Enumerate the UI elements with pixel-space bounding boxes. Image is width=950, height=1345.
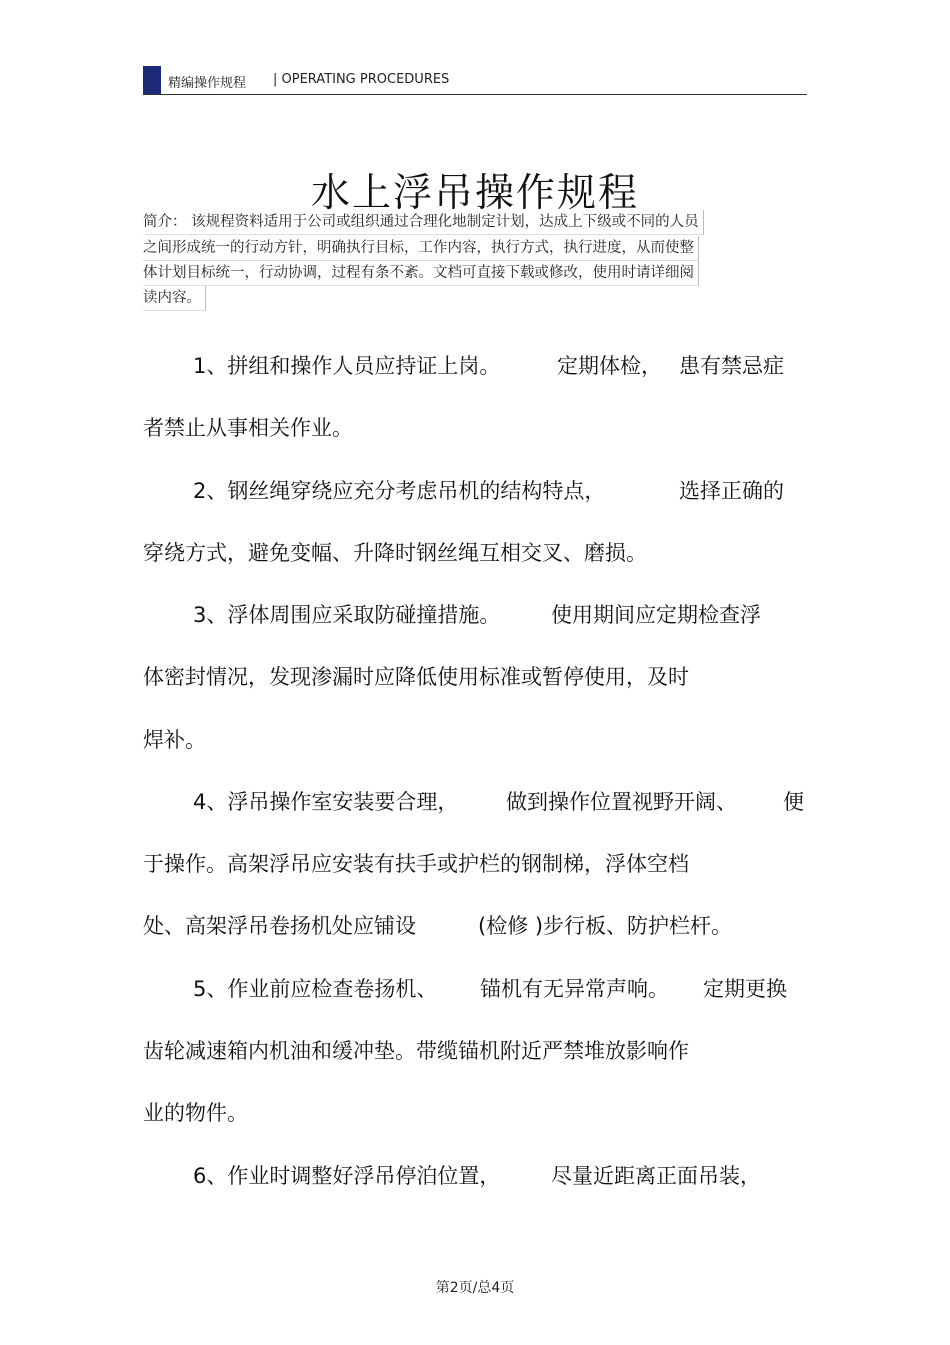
text-segment: 定期更换 — [703, 977, 787, 1001]
text-segment: 便 — [783, 790, 804, 814]
text-segment: 1、拼组和操作人员应持证上岗。 — [193, 354, 501, 378]
text-segment: 者禁止从事相关作业。 — [143, 416, 353, 440]
text-segment: 于操作。高架浮吊应安装有扶手或护栏的钢制梯，浮体空档 — [143, 852, 689, 876]
text-segment: 尽量近距离正面吊装， — [551, 1164, 761, 1188]
text-segment: 锚机有无异常声响。 — [480, 977, 669, 1001]
summary-line: 读内容。 — [143, 286, 206, 311]
summary-line: 简介： 该规程资料适用于公司或组织通过合理化地制定计划，达成上下级或不同的人员 — [143, 210, 704, 235]
text-segment: 5、作业前应检查卷扬机、 — [193, 977, 438, 1001]
text-segment: 选择正确的 — [679, 479, 784, 503]
summary-line: 之间形成统一的行动方针，明确执行目标，工作内容，执行方式，执行进度，从而使整 — [143, 236, 699, 261]
text-segment: 业的物件。 — [143, 1101, 248, 1125]
text-segment: 齿轮减速箱内机油和缓冲垫。带缆锚机附近严禁堆放影响作 — [143, 1039, 689, 1063]
text-segment: 做到操作位置视野开阔、 — [506, 790, 737, 814]
document-title: 水上浮吊操作规程 — [310, 171, 639, 217]
text-segment: 患有禁忌症 — [679, 354, 784, 378]
header-title-en: | OPERATING PROCEDURES — [273, 72, 450, 87]
text-segment: 2、钢丝绳穿绕应充分考虑吊机的结构特点， — [193, 479, 606, 503]
page-number: 第2页/总4页 — [435, 1280, 515, 1296]
text-segment: 4、浮吊操作室安装要合理， — [193, 790, 459, 814]
text-segment: 3、浮体周围应采取防碰撞措施。 — [193, 603, 501, 627]
document-logo-icon — [143, 66, 161, 94]
text-segment: 穿绕方式，避免变幅、升降时钢丝绳互相交叉、磨损。 — [143, 541, 647, 565]
text-segment: 定期体检， — [557, 354, 662, 378]
text-segment: 体密封情况，发现渗漏时应降低使用标准或暂停使用，及时 — [143, 665, 689, 689]
text-segment: 6、作业时调整好浮吊停泊位置， — [193, 1164, 501, 1188]
text-segment: 焊补。 — [143, 728, 206, 752]
page-header — [143, 66, 807, 95]
header-title-cn: 精编操作规程 — [168, 76, 247, 91]
text-segment: 处、高架浮吊卷扬机处应铺设 — [143, 914, 416, 938]
header-divider — [143, 94, 807, 95]
summary-line: 体计划目标统一，行动协调，过程有条不紊。文档可直接下载或修改，使用时请详细阅 — [143, 261, 699, 286]
text-segment: 使用期间应定期检查浮 — [551, 603, 761, 627]
text-segment: (检修 )步行板、防护栏杆。 — [478, 914, 733, 938]
